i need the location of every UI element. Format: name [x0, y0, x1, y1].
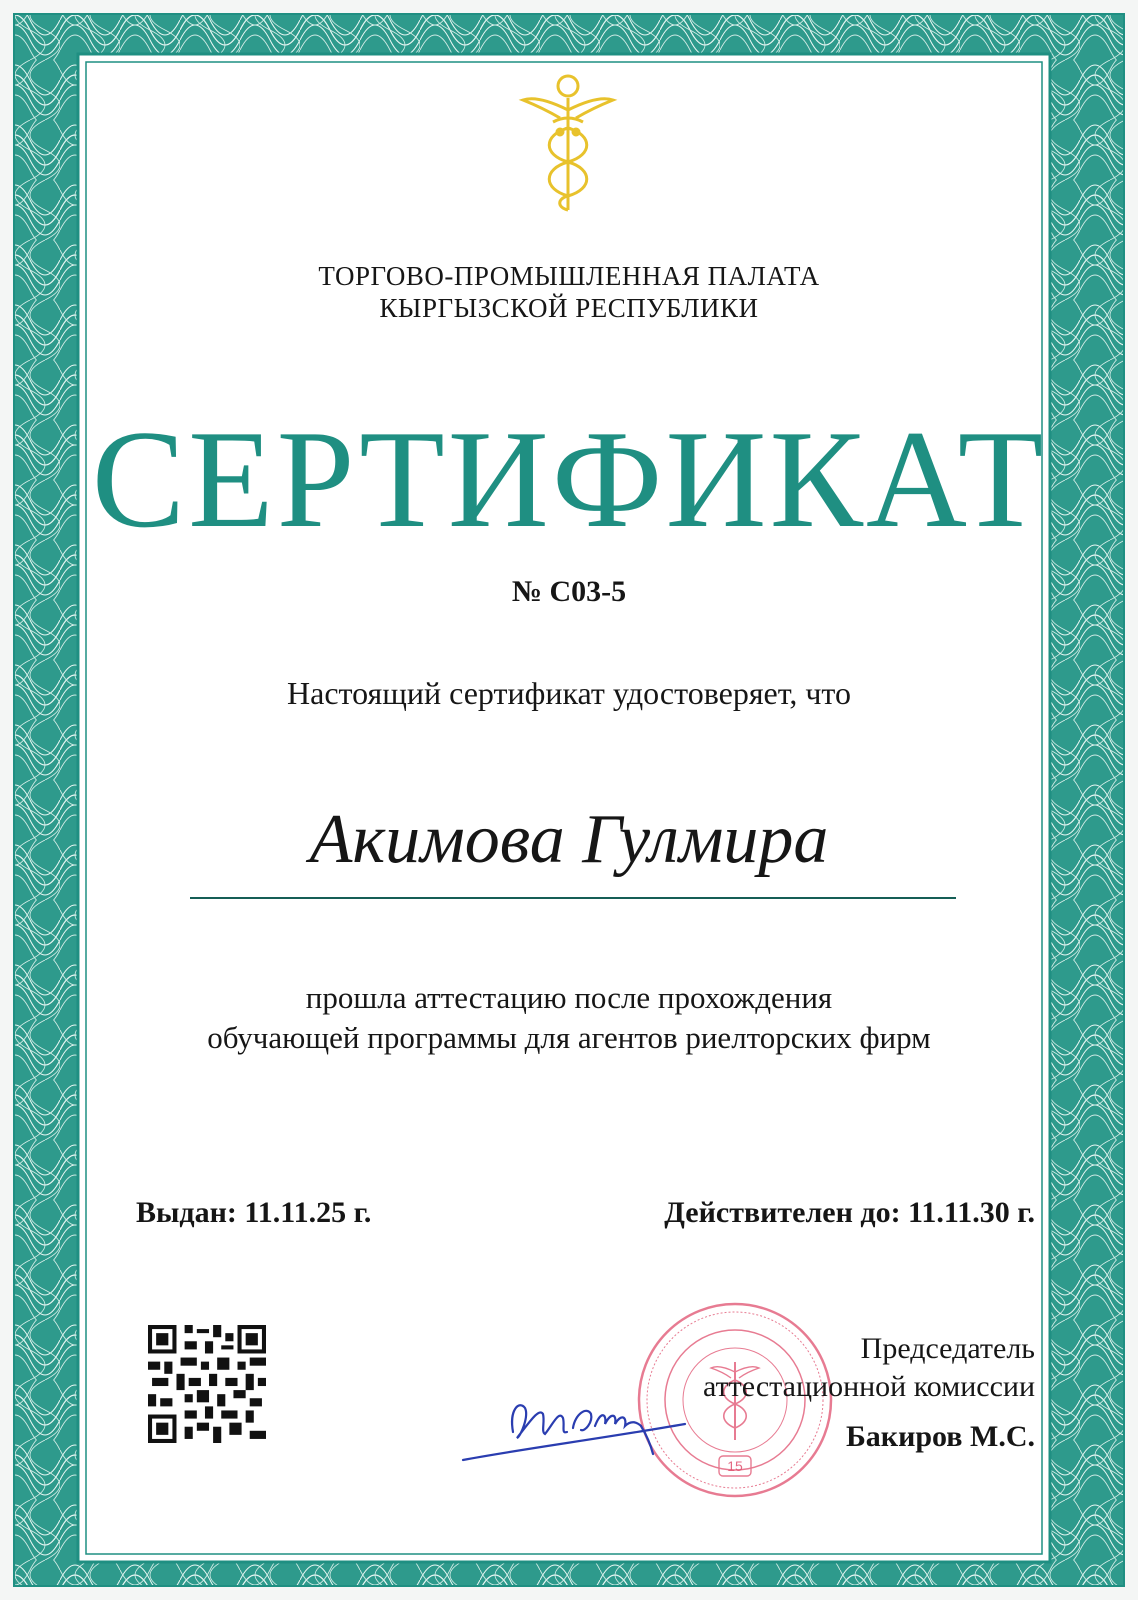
- handwritten-signature-icon: [455, 1380, 695, 1470]
- certificate-title: СЕРТИФИКАТ: [91, 402, 1047, 557]
- caduceus-emblem-icon: [518, 70, 618, 220]
- chairman-title-line-1: Председатель: [860, 1332, 1035, 1365]
- recipient-underline: [190, 897, 956, 899]
- recipient-name: Акимова Гулмира: [309, 801, 829, 878]
- description-line-1: прошла аттестацию после прохождения: [305, 980, 833, 1015]
- organization-line-1: ТОРГОВО-ПРОМЫШЛЕННАЯ ПАЛАТА: [318, 261, 820, 291]
- certificate-description: [0, 978, 1138, 1058]
- organization-name: [0, 260, 1138, 324]
- organization-line-2: КЫРГЫЗСКОЙ РЕСПУБЛИКИ: [379, 293, 759, 323]
- chairman-title: [703, 1330, 1035, 1406]
- chairman-name: Бакиров М.С.: [845, 1420, 1035, 1453]
- stamp-number: 15: [727, 1458, 743, 1474]
- qr-code-icon: [148, 1325, 266, 1443]
- valid-until-date: Действителен до: 11.11.30 г.: [664, 1196, 1035, 1229]
- issued-date: Выдан: 11.11.25 г.: [136, 1196, 372, 1229]
- description-line-2: обучающей программы для агентов риелторских фирм: [207, 1020, 931, 1055]
- certificate-number: № С03-5: [511, 575, 627, 608]
- chairman-title-line-2: аттестационной комиссии: [703, 1370, 1035, 1403]
- certificate-intro: Настоящий сертификат удостоверяет, что: [287, 675, 851, 711]
